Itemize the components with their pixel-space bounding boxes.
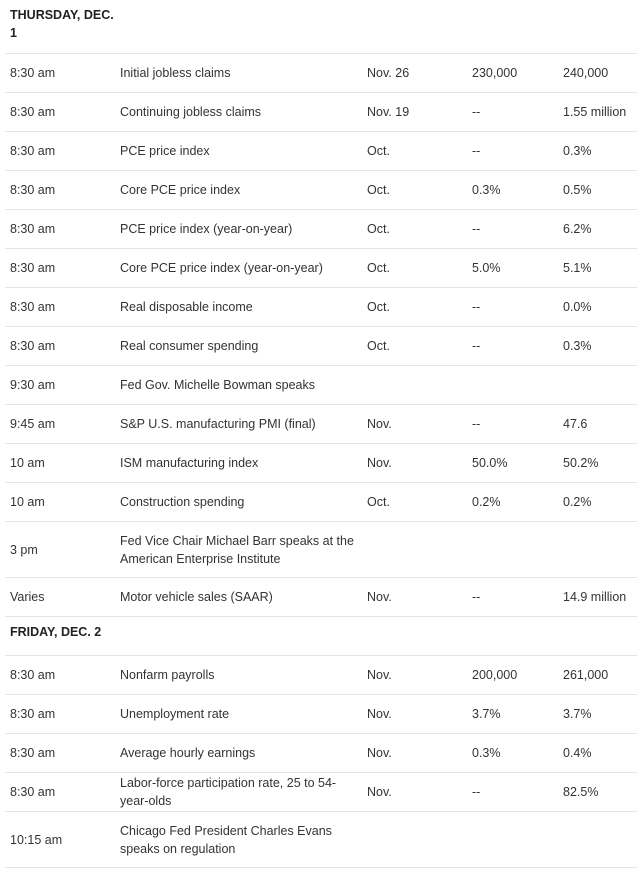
previous-value: [563, 695, 637, 733]
schedule-row: [5, 54, 637, 93]
event-time: [10, 171, 110, 209]
report-period-text: Nov. 19: [367, 105, 410, 119]
forecast-value-text: --: [472, 105, 481, 119]
report-period: [367, 171, 457, 209]
report-period: [367, 93, 457, 131]
previous-value-text: 14.9 million: [563, 590, 627, 604]
event-time-text: 9:30 am: [10, 378, 56, 392]
schedule-row: [5, 210, 637, 249]
event-name-text: Fed Gov. Michelle Bowman speaks: [120, 378, 315, 392]
event-time: [10, 54, 110, 92]
day-heading-line: 1: [10, 26, 17, 40]
forecast-value: [472, 656, 557, 694]
previous-value: [563, 249, 637, 287]
schedule-row: [5, 812, 637, 868]
event-time-text: 8:30 am: [10, 183, 56, 197]
event-name-text: Construction spending: [120, 495, 245, 509]
event-time-text: 8:30 am: [10, 105, 56, 119]
forecast-value: [472, 366, 557, 404]
event-name-text: PCE price index (year-on-year): [120, 222, 293, 236]
event-name-text: ISM manufacturing index: [120, 456, 259, 470]
event-time-text: 10 am: [10, 495, 45, 509]
event-time: [10, 695, 110, 733]
event-time: [10, 656, 110, 694]
forecast-value-text: 230,000: [472, 66, 518, 80]
event-time-text: 10:15 am: [10, 832, 63, 847]
report-period: [367, 444, 457, 482]
event-name: [120, 812, 362, 867]
event-time: [10, 249, 110, 287]
event-name-text: Average hourly earnings: [120, 746, 256, 760]
forecast-value-text: --: [472, 222, 481, 236]
previous-value-text: 5.1%: [563, 261, 592, 275]
report-period-text: Nov.: [367, 785, 392, 799]
report-period: [367, 327, 457, 365]
event-time-text: 8:30 am: [10, 668, 56, 682]
event-time: [10, 522, 110, 577]
previous-value-text: 0.2%: [563, 495, 592, 509]
forecast-value: [472, 522, 557, 577]
report-period-text: Nov. 26: [367, 66, 410, 80]
forecast-value-text: 0.2%: [472, 495, 501, 509]
event-time: [10, 578, 110, 616]
report-period-text: Nov.: [367, 746, 392, 760]
day-heading-line: FRIDAY, DEC. 2: [10, 625, 102, 639]
report-period: [367, 695, 457, 733]
previous-value: [563, 288, 637, 326]
schedule-row: [5, 366, 637, 405]
event-name: [120, 578, 362, 616]
previous-value-text: 0.5%: [563, 183, 592, 197]
report-period-text: Oct.: [367, 300, 390, 314]
forecast-value: [472, 327, 557, 365]
event-time: [10, 734, 110, 772]
previous-value-text: 261,000: [563, 668, 609, 682]
forecast-value-text: --: [472, 785, 481, 799]
forecast-value: [472, 171, 557, 209]
event-name-text: Initial jobless claims: [120, 66, 231, 80]
report-period: [367, 734, 457, 772]
event-name: [120, 773, 362, 811]
previous-value-text: 0.3%: [563, 339, 592, 353]
previous-value: [563, 405, 637, 443]
event-name-text: Unemployment rate: [120, 707, 230, 721]
report-period: [367, 483, 457, 521]
schedule-row: [5, 327, 637, 366]
day-heading: [5, 617, 637, 656]
event-name: [120, 522, 362, 577]
forecast-value-text: 200,000: [472, 668, 518, 682]
forecast-value-text: 0.3%: [472, 183, 501, 197]
event-name-text: S&P U.S. manufacturing PMI (final): [120, 417, 316, 431]
event-time-text: 8:30 am: [10, 707, 56, 721]
previous-value: [563, 171, 637, 209]
forecast-value: [472, 812, 557, 867]
forecast-value: [472, 773, 557, 811]
report-period-text: Oct.: [367, 495, 390, 509]
previous-value-text: 240,000: [563, 66, 609, 80]
forecast-value: [472, 93, 557, 131]
report-period-text: Nov.: [367, 707, 392, 721]
previous-value-text: 0.0%: [563, 300, 592, 314]
previous-value: [563, 366, 637, 404]
forecast-value-text: --: [472, 417, 481, 431]
forecast-value-text: --: [472, 339, 481, 353]
previous-value: [563, 578, 637, 616]
forecast-value: [472, 405, 557, 443]
report-period: [367, 288, 457, 326]
report-period-text: Oct.: [367, 183, 390, 197]
event-time-text: 9:45 am: [10, 417, 56, 431]
forecast-value: [472, 483, 557, 521]
event-name: [120, 327, 362, 365]
event-time: [10, 405, 110, 443]
report-period: [367, 522, 457, 577]
previous-value-text: 47.6: [563, 417, 588, 431]
forecast-value-text: 50.0%: [472, 456, 508, 470]
event-name: [120, 54, 362, 92]
forecast-value: [472, 734, 557, 772]
event-name: [120, 249, 362, 287]
schedule-row: [5, 578, 637, 617]
event-time: [10, 812, 110, 867]
previous-value: [563, 656, 637, 694]
event-time-text: 8:30 am: [10, 144, 56, 158]
schedule-row: [5, 132, 637, 171]
event-time-text: 8:30 am: [10, 785, 56, 799]
event-name: [120, 171, 362, 209]
event-time-text: 8:30 am: [10, 222, 56, 236]
forecast-value-text: --: [472, 590, 481, 604]
previous-value-text: 1.55 million: [563, 105, 627, 119]
report-period-text: Nov.: [367, 668, 392, 682]
forecast-value: [472, 54, 557, 92]
forecast-value: [472, 210, 557, 248]
previous-value-text: 0.3%: [563, 144, 592, 158]
previous-value: [563, 210, 637, 248]
event-time-text: 8:30 am: [10, 300, 56, 314]
forecast-value-text: 5.0%: [472, 261, 501, 275]
schedule-row: [5, 695, 637, 734]
previous-value: [563, 522, 637, 577]
event-name: [120, 483, 362, 521]
event-time: [10, 483, 110, 521]
forecast-value-text: --: [472, 300, 481, 314]
report-period: [367, 578, 457, 616]
event-time: [10, 93, 110, 131]
report-period-text: Oct.: [367, 144, 390, 158]
previous-value: [563, 483, 637, 521]
previous-value: [563, 444, 637, 482]
report-period-text: Oct.: [367, 261, 390, 275]
previous-value: [563, 773, 637, 811]
schedule-row: [5, 249, 637, 288]
event-name-text: Continuing jobless claims: [120, 105, 262, 119]
event-time: [10, 210, 110, 248]
event-time: [10, 444, 110, 482]
previous-value-text: 3.7%: [563, 707, 592, 721]
event-time-text: 8:30 am: [10, 261, 56, 275]
event-name-text: PCE price index: [120, 144, 210, 158]
report-period: [367, 249, 457, 287]
event-name: [120, 734, 362, 772]
schedule-row: [5, 93, 637, 132]
event-name: [120, 444, 362, 482]
day-heading: [5, 0, 637, 54]
event-time-text: 8:30 am: [10, 339, 56, 353]
schedule-row: [5, 288, 637, 327]
event-name: [120, 366, 362, 404]
forecast-value-text: --: [472, 144, 481, 158]
forecast-value-text: 3.7%: [472, 707, 501, 721]
event-name-text: Nonfarm payrolls: [120, 668, 215, 682]
report-period: [367, 54, 457, 92]
previous-value: [563, 734, 637, 772]
day-heading-line: THURSDAY, DEC.: [10, 8, 114, 22]
report-period: [367, 405, 457, 443]
report-period-text: Oct.: [367, 339, 390, 353]
event-name: [120, 656, 362, 694]
schedule-row: [5, 522, 637, 578]
previous-value: [563, 812, 637, 867]
forecast-value: [472, 695, 557, 733]
event-name-text: Fed Vice Chair Michael Barr speaks at the American Enterprise Institute: [120, 533, 354, 566]
report-period: [367, 366, 457, 404]
event-time-text: 8:30 am: [10, 66, 56, 80]
event-name: [120, 405, 362, 443]
event-time: [10, 366, 110, 404]
event-name-text: Motor vehicle sales (SAAR): [120, 590, 273, 604]
report-period: [367, 132, 457, 170]
schedule-row: [5, 773, 637, 812]
event-name: [120, 132, 362, 170]
previous-value-text: 82.5%: [563, 785, 599, 799]
forecast-value: [472, 578, 557, 616]
event-name-text: Real disposable income: [120, 300, 253, 314]
event-name-text: Real consumer spending: [120, 339, 259, 353]
event-time-text: 8:30 am: [10, 746, 56, 760]
schedule-row: [5, 734, 637, 773]
event-name: [120, 695, 362, 733]
event-name: [120, 210, 362, 248]
previous-value-text: 50.2%: [563, 456, 599, 470]
report-period-text: Nov.: [367, 456, 392, 470]
previous-value: [563, 327, 637, 365]
event-name: [120, 93, 362, 131]
economic-calendar: [5, 0, 637, 868]
event-time: [10, 288, 110, 326]
schedule-row: [5, 483, 637, 522]
event-name-text: Chicago Fed President Charles Evans speaks on regulation: [120, 823, 332, 856]
event-name-text: Core PCE price index: [120, 183, 241, 197]
event-time-text: 3 pm: [10, 542, 38, 557]
report-period: [367, 812, 457, 867]
forecast-value: [472, 288, 557, 326]
previous-value-text: 6.2%: [563, 222, 592, 236]
event-time: [10, 132, 110, 170]
report-period-text: Oct.: [367, 222, 390, 236]
event-time-text: Varies: [10, 590, 45, 604]
forecast-value: [472, 249, 557, 287]
previous-value: [563, 132, 637, 170]
event-name-text: Labor-force participation rate, 25 to 54-year-olds: [120, 776, 337, 808]
previous-value: [563, 54, 637, 92]
previous-value: [563, 93, 637, 131]
event-name: [120, 288, 362, 326]
event-name-text: Core PCE price index (year-on-year): [120, 261, 323, 275]
schedule-row: [5, 656, 637, 695]
event-time: [10, 327, 110, 365]
event-time-text: 10 am: [10, 456, 45, 470]
report-period-text: Nov.: [367, 590, 392, 604]
report-period: [367, 210, 457, 248]
forecast-value-text: 0.3%: [472, 746, 501, 760]
previous-value-text: 0.4%: [563, 746, 592, 760]
report-period: [367, 656, 457, 694]
event-time: [10, 773, 110, 811]
report-period: [367, 773, 457, 811]
schedule-row: [5, 444, 637, 483]
forecast-value: [472, 444, 557, 482]
schedule-row: [5, 405, 637, 444]
report-period-text: Nov.: [367, 417, 392, 431]
schedule-row: [5, 171, 637, 210]
forecast-value: [472, 132, 557, 170]
